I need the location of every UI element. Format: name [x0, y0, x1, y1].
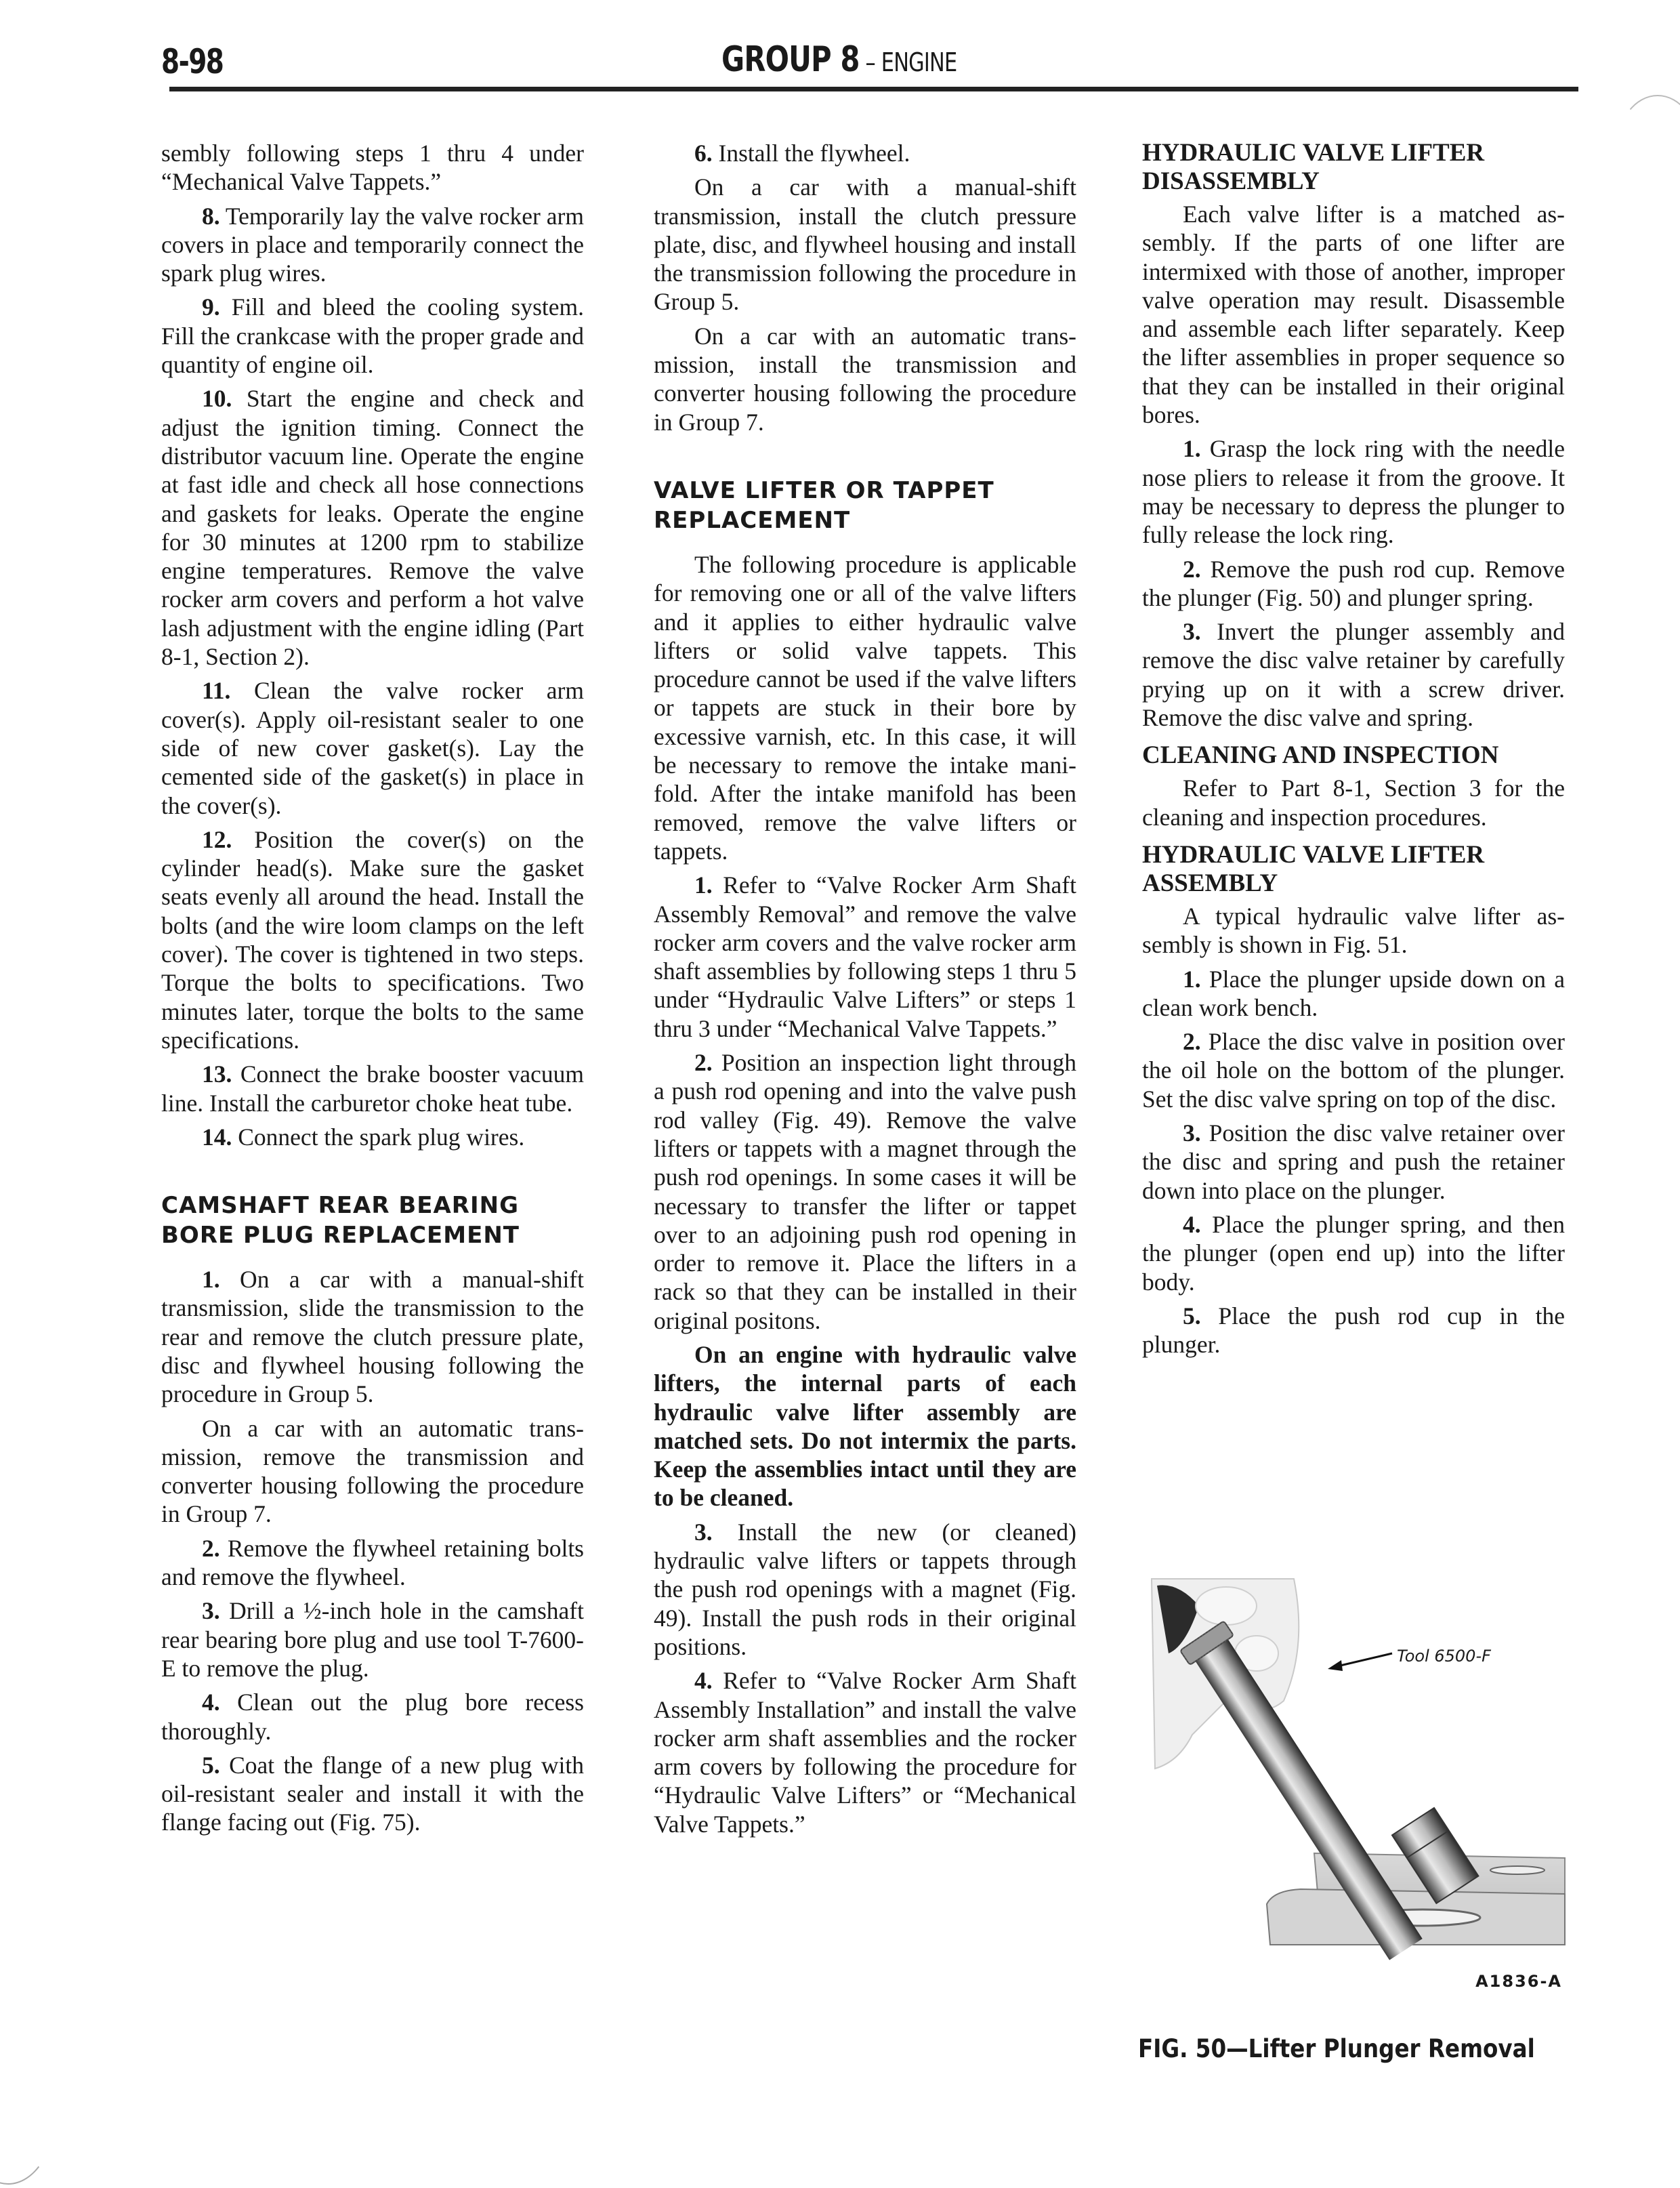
step-number: 5.: [1183, 1302, 1201, 1329]
step-number: 3.: [1183, 618, 1201, 646]
paragraph: On a car with an automatic transmission, remove the transmission and converter housing following the procedure in Group 7.: [161, 1414, 584, 1528]
step-text: Remove the flywheel retaining bolts and remove the flywheel.: [161, 1534, 584, 1591]
page-number: 8-98: [161, 42, 224, 81]
disassembly-step-3: [1142, 617, 1565, 732]
step-number: 10.: [202, 385, 232, 413]
step-text: Drill a ½-inch hole in the camshaft rear bearing bore plug and use tool T-7600-E to remove the plug.: [161, 1597, 584, 1682]
column-middle: [654, 139, 1076, 1844]
section-heading-cleaning: CLEANING AND INSPECTION: [1142, 741, 1499, 770]
step-number: 1.: [1183, 965, 1201, 993]
assembly-step-4: [1142, 1210, 1565, 1296]
paragraph: On a car with an automatic transmission, install the transmission and converter housing following the procedure in Group 7.: [654, 322, 1076, 436]
step-number: 8.: [202, 202, 220, 230]
step-text: Invert the plunger assembly and remove the disc valve retainer by carefully prying up on it with a screw driver. Remove the disc valve and spring.: [1142, 618, 1565, 732]
paragraph: A typical hydraulic valve lifter assembly is shown in Fig. 51.: [1142, 902, 1565, 959]
header-rule: [169, 87, 1578, 91]
step-number: 2.: [694, 1049, 713, 1077]
lifter-step-4: [654, 1666, 1076, 1838]
section-heading-camshaft: CAMSHAFT REAR BEARING BORE PLUG REPLACEMENT: [161, 1192, 520, 1250]
assembly-step-1: [1142, 965, 1565, 1023]
figure-50-illustration: [1138, 1565, 1572, 2019]
step-text: Connect the brake booster vacuum line. Install the carburetor choke heat tube.: [161, 1060, 584, 1117]
camshaft-step-6: [654, 139, 1076, 167]
section-heading-disassembly: HYDRAULIC VALVE LIFTER DISASSEMBLY: [1142, 139, 1485, 195]
scan-edge-arc-top-right: [1616, 95, 1680, 206]
step-text: Grasp the lock ring with the needle nose pliers to release it from the groove. It may be necessary to depress the plunger to fully release the lock ring.: [1142, 435, 1565, 549]
step-text: Clean the valve rocker arm cover(s). Apply oil-resistant sealer to one side of new cover gasket(s). Lay the cemented side of the gasket(s) in place in the cover(s).: [161, 677, 584, 819]
paragraph: Each valve lifter is a matched assembly. If the parts of one lifter are intermixed with those of another, improper valve operation may result. Disassemble and assemble each lifter separately. Keep the lifter assemblies in proper sequence so that they can be installed in their original bores.: [1142, 201, 1565, 429]
step-text: Coat the flange of a new plug with oil-resistant sealer and install it with the flange facing out (Fig. 75).: [161, 1751, 584, 1836]
running-header: [721, 39, 957, 80]
step-number: 2.: [1183, 555, 1201, 583]
camshaft-step-4: [161, 1688, 584, 1746]
step-text: Temporarily lay the valve rocker arm covers in place and temporarily connect the spark plug wires.: [161, 202, 584, 287]
step-number: 1.: [1183, 435, 1201, 463]
lifter-step-3: [654, 1518, 1076, 1661]
step-text: Position an inspection light through a push rod opening and into the valve push rod valley (Fig. 49). Remove the valve lifters or tappets with a magnet through the push rod openings. In some cases it will be necessary to transfer the lifter or tappet over to an adjoining push rod opening in order to remove it. Place the lifters in a rack so that they can be installed in their original positons.: [654, 1049, 1076, 1334]
tool-callout-label: Tool 6500-F: [1397, 1647, 1491, 1666]
step-text: Position the disc valve retainer over the disc and spring and push the retainer down into place on the plunger.: [1142, 1119, 1565, 1204]
lifter-plunger-tool-illustration: [1138, 1565, 1572, 1972]
lifter-step-2: [654, 1048, 1076, 1335]
step-text: Refer to “Valve Rocker Arm Shaft Assembly Removal” and remove the valve rocker arm covers and the valve rocker arm shaft assemblies by following steps 1 thru 5 under “Hydraulic Valve Lifters” or steps 1 thru 3 under “Mechanical Valve Tappets.”: [654, 871, 1076, 1042]
camshaft-step-1: [161, 1265, 584, 1408]
figure-caption: FIG. 50—Lifter Plunger Removal: [1138, 2034, 1535, 2063]
step-13: [161, 1060, 584, 1117]
paragraph: On a car with a manual-shift transmission, install the clutch pressure plate, disc, and flywheel housing and install the transmission following the procedure in Group 5.: [654, 173, 1076, 316]
step-11: [161, 676, 584, 819]
step-number: 3.: [202, 1597, 220, 1625]
step-text: Place the plunger spring, and then the plunger (open end up) into the lifter body.: [1142, 1210, 1565, 1296]
group-label: GROUP 8: [721, 39, 860, 80]
assembly-step-3: [1142, 1119, 1565, 1205]
step-12: [161, 825, 584, 1054]
step-8: [161, 202, 584, 288]
step-number: 2.: [202, 1534, 220, 1562]
disassembly-step-2: [1142, 555, 1565, 613]
assembly-step-2: [1142, 1027, 1565, 1113]
section-heading-assembly: HYDRAULIC VALVE LIFTER ASSEMBLY: [1142, 840, 1485, 897]
step-9: [161, 293, 584, 379]
scan-edge-arc-bottom-left: [0, 2033, 57, 2185]
step-number: 1.: [694, 871, 713, 899]
disassembly-step-1: [1142, 434, 1565, 549]
camshaft-step-2: [161, 1534, 584, 1592]
step-text: Place the disc valve in position over the oil hole on the bottom of the plunger. Set the disc valve spring on top of the disc.: [1142, 1028, 1565, 1113]
step-number: 5.: [202, 1751, 220, 1779]
step-number: 4.: [1183, 1210, 1201, 1238]
step-10: [161, 384, 584, 671]
step-number: 6.: [694, 140, 713, 167]
step-text: Connect the spark plug wires.: [232, 1123, 525, 1151]
scan-edge-arc-top-left: [0, 20, 16, 186]
step-number: 2.: [1183, 1028, 1201, 1056]
section-heading-valve-lifter: VALVE LIFTER OR TAPPET REPLACEMENT: [654, 476, 994, 534]
step-number: 14.: [202, 1123, 232, 1151]
paragraph: Refer to Part 8-1, Section 3 for the cleaning and inspection procedures.: [1142, 775, 1565, 831]
paragraph: sembly following steps 1 thru 4 under “Mechanical Valve Tappets.”: [161, 140, 584, 196]
step-text: Install the flywheel.: [712, 140, 910, 167]
step-14: [161, 1123, 584, 1151]
step-number: 3.: [694, 1518, 713, 1546]
step-text: Start the engine and check and adjust the ignition timing. Connect the distributor vacuum line. Operate the engine at fast idle and check all hose connections and gaskets for leaks. Operate the engine for 30 minutes at 1200 rpm to stabilize engine temperatures. Remove the valve rocker arm covers and perform a hot valve lash adjustment with the engine idling (Part 8-1, Section 2).: [161, 385, 584, 671]
step-number: 1.: [202, 1266, 220, 1294]
section-label: ENGINE: [881, 47, 957, 77]
step-text: Place the push rod cup in the plunger.: [1142, 1302, 1565, 1359]
step-text: Clean out the plug bore recess thoroughly.: [161, 1689, 584, 1745]
camshaft-step-5: [161, 1751, 584, 1837]
figure-code: A1836-A: [1475, 1972, 1562, 1991]
step-text: On a car with a manual-shift transmission, slide the transmission to the rear and remove the clutch pressure plate, disc and flywheel housing following the procedure in Group 5.: [161, 1266, 584, 1408]
paragraph: The following procedure is applicable for removing one or all of the valve lifters and it applies to either hydraulic valve lifters or solid valve tappets. This procedure cannot be used if the valve lifters or tappets are stuck in their bore by excessive varnish, etc. In this case, it will be necessary to remove the intake manifold. After the intake manifold has been removed, remove the valve lifters or tappets.: [654, 550, 1076, 865]
step-text: Install the new (or cleaned) hydraulic valve lifters or tappets through the push rod openings with a magnet (Fig. 49). Install the push rods in their original positions.: [654, 1518, 1076, 1660]
header-separator: –: [859, 47, 881, 77]
step-text: Refer to “Valve Rocker Arm Shaft Assembly Installation” and install the valve rocker arm shaft assemblies and the rocker arm covers by following the procedure for “Hydraulic Valve Lifters” or “Mechanical Valve Tappets.”: [654, 1667, 1076, 1838]
assembly-step-5: [1142, 1302, 1565, 1359]
camshaft-step-3: [161, 1596, 584, 1683]
step-number: 4.: [694, 1667, 713, 1695]
step-number: 11.: [202, 677, 231, 705]
step-text: Remove the push rod cup. Remove the plunger (Fig. 50) and plunger spring.: [1142, 555, 1565, 611]
lifter-step-1: [654, 871, 1076, 1043]
step-number: 4.: [202, 1689, 220, 1716]
step-number: 12.: [202, 825, 232, 853]
step-number: 9.: [202, 293, 220, 321]
warning-note: On an engine with hydraulic valve lifters, the internal parts of each hydraulic valve lifter assembly are matched sets. Do not intermix the parts. Keep the assemblies intact until they are to be cleaned.: [654, 1340, 1076, 1512]
column-left: [161, 139, 584, 1842]
step-text: Fill and bleed the cooling system. Fill the crankcase with the proper grade and quantity of engine oil.: [161, 293, 584, 379]
column-right: [1142, 139, 1565, 1364]
step-number: 13.: [202, 1060, 232, 1088]
step-text: Position the cover(s) on the cylinder head(s). Make sure the gasket seats evenly all around the head. Install the bolts (and the wire loom clamps on the left cover). The cover is tightened in two steps. Torque the bolts to specifications. Two minutes later, torque the bolts to the same specifications.: [161, 825, 584, 1054]
step-text: Place the plunger upside down on a clean work bench.: [1142, 965, 1565, 1021]
step-number: 3.: [1183, 1119, 1201, 1147]
